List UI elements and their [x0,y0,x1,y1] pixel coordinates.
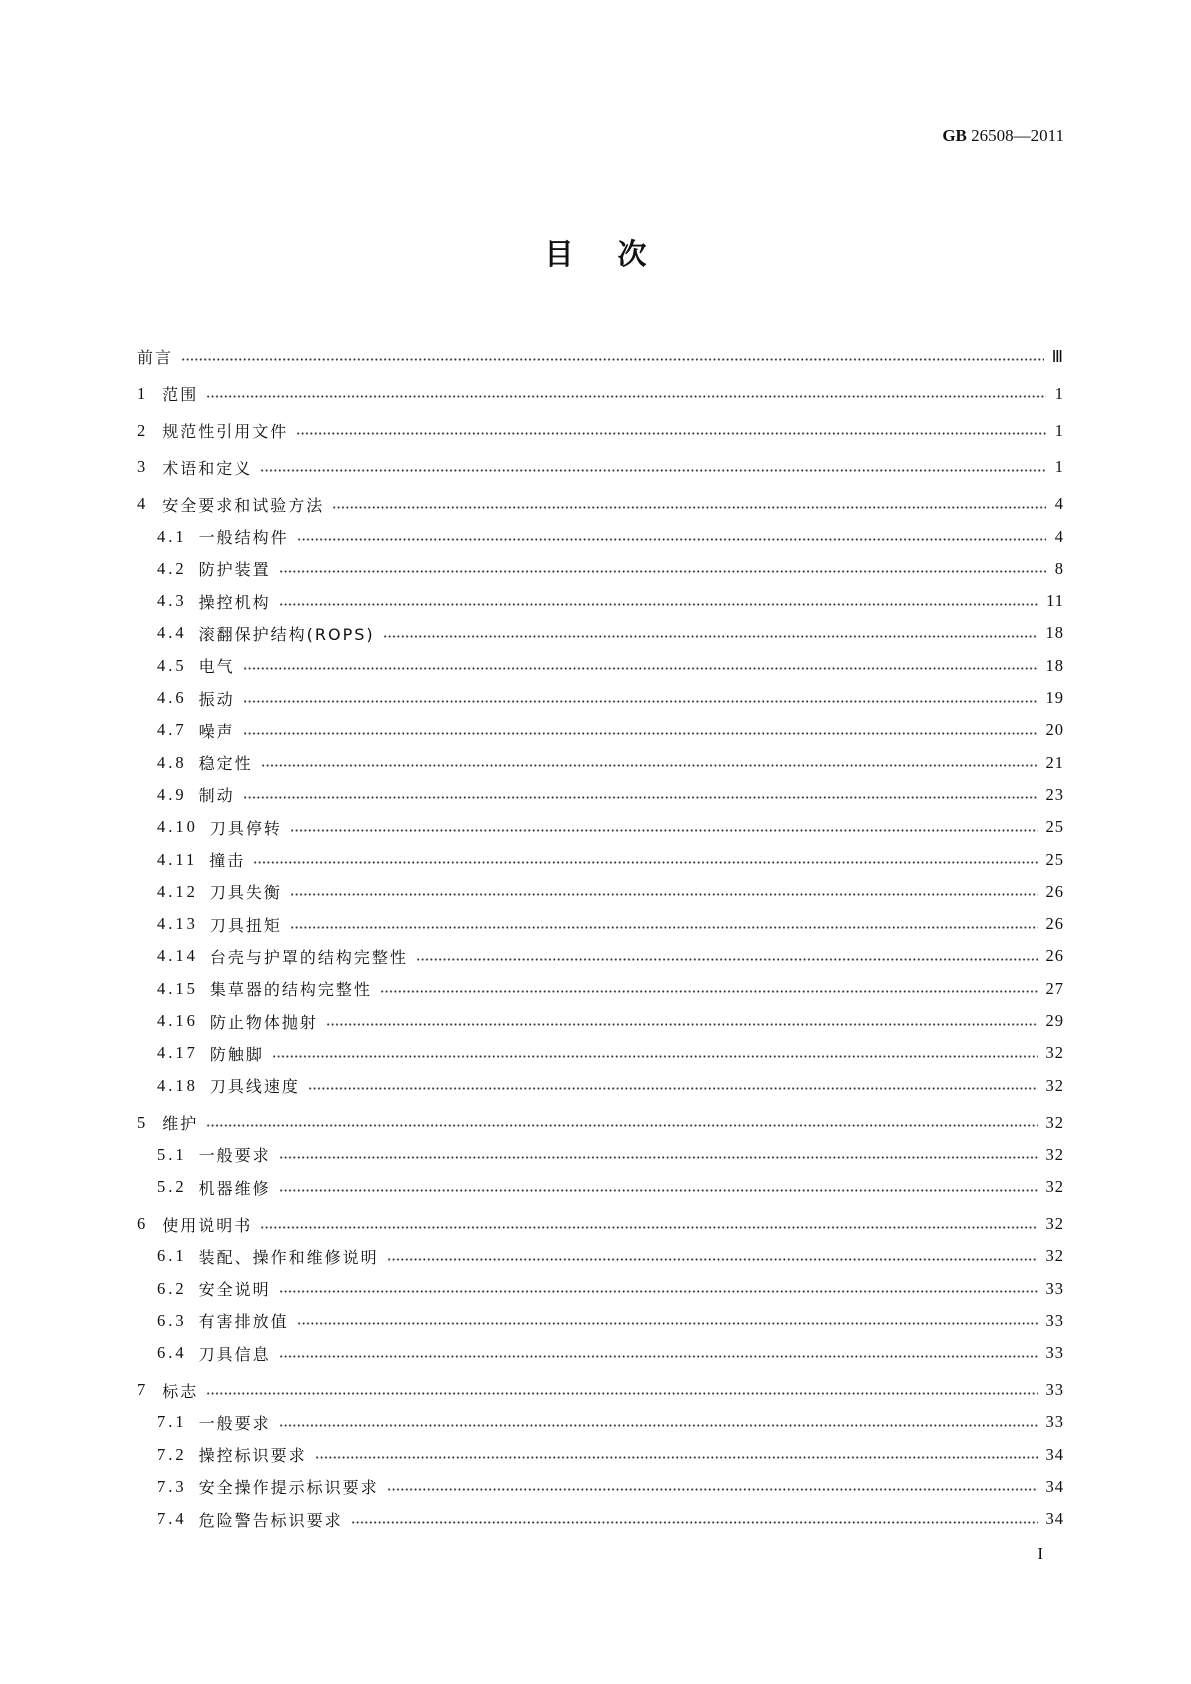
toc-entry-number: 4.2 [157,558,187,578]
toc-entry-page: 26 [1045,914,1064,934]
toc-entry[interactable] [137,1503,1064,1535]
toc-entry-number: 4.14 [157,946,198,966]
dot-leader [290,926,1038,929]
toc-entry-number: 6.3 [157,1310,187,1330]
toc-entry-label: 安全要求和试验方法 [162,495,325,515]
toc-entry-number: 6.1 [157,1246,187,1266]
toc-entry-label: 防护装置 [198,560,271,580]
toc-entry-number: 5.2 [157,1177,187,1197]
standard-number: 26508—2011 [971,126,1064,145]
dot-leader [290,829,1038,832]
toc-entry[interactable] [137,1208,1064,1240]
dot-leader [308,1087,1038,1090]
dot-leader [380,990,1038,993]
dot-leader [279,1290,1038,1293]
toc-entry[interactable] [137,451,1064,483]
dot-leader [279,1355,1038,1358]
dot-leader [296,432,1046,435]
toc-entry[interactable] [137,520,1064,552]
toc-entry-label: 稳定性 [198,754,253,774]
toc-entry-label: 操控机构 [198,592,271,612]
toc-entry-page: 34 [1045,1509,1064,1529]
toc-entry[interactable] [137,1037,1064,1069]
dot-leader [387,1258,1038,1261]
toc-entry[interactable] [137,1240,1064,1272]
toc-entry-page: 4 [1054,494,1064,514]
toc-entry-number: 1 [137,383,149,403]
toc-entry-number: 6 [137,1214,149,1234]
toc-entry-page: 32 [1045,1075,1064,1095]
toc-entry[interactable] [137,1305,1064,1337]
toc-entry-label: 机器维修 [198,1178,271,1198]
dot-leader [260,1226,1037,1229]
dot-leader [387,1488,1038,1491]
title-char-2: 次 [617,237,647,271]
toc-entry[interactable] [137,1005,1064,1037]
dot-leader [279,1424,1038,1427]
toc-entry-number: 7.4 [157,1509,187,1529]
toc-entry-page: 33 [1045,1380,1064,1400]
toc-entry-number: 4.6 [157,688,187,708]
toc-entry[interactable] [137,1471,1064,1503]
toc-entry-number: 4.18 [157,1075,198,1095]
toc-entry-page: 25 [1045,817,1064,837]
toc-entry-page: 26 [1045,881,1064,901]
toc-entry-page: 32 [1045,1214,1064,1234]
toc-entry-label: 撞击 [209,851,246,871]
dot-leader [297,538,1046,541]
toc-entry[interactable] [137,1106,1064,1138]
dot-leader [243,700,1038,703]
toc-entry-label: 噪声 [198,721,235,741]
toc-entry-label: 危险警告标识要求 [198,1510,343,1530]
dot-leader [206,395,1046,398]
toc-entry-label: 术语和定义 [162,458,253,478]
toc-entry-label: 刀具信息 [198,1344,271,1364]
toc-entry-number: 4.17 [157,1043,198,1063]
toc-entry[interactable] [137,843,1064,875]
toc-entry-number: 2 [137,420,149,440]
toc-entry-label: 规范性引用文件 [162,422,289,442]
toc-entry-number: 4.5 [157,655,187,675]
toc-entry-page: 33 [1045,1343,1064,1363]
toc-entry-label: 防止物体抛射 [209,1012,318,1032]
toc-entry-number: 4.16 [157,1011,198,1031]
toc-entry[interactable] [137,1070,1064,1102]
toc-entry-page: Ⅲ [1051,346,1064,366]
toc-entry[interactable] [137,1439,1064,1471]
toc-entry[interactable] [137,973,1064,1005]
toc-entry-label: 安全操作提示标识要求 [198,1478,379,1498]
dot-leader [206,1392,1037,1395]
dot-leader [243,796,1038,799]
toc-entry-page: 26 [1045,946,1064,966]
toc-entry-number: 7.2 [157,1444,187,1464]
dot-leader [290,893,1038,896]
title-char-1: 目 [544,237,574,271]
toc-entry[interactable] [137,1171,1064,1203]
dot-leader [326,1023,1038,1026]
toc-entry-label: 制动 [198,786,235,806]
toc-entry-label: 台壳与护罩的结构完整性 [209,947,408,967]
page-title [0,232,1191,273]
toc-entry-label: 使用说明书 [162,1215,253,1235]
table-of-contents [137,336,1064,1535]
toc-entry-number: 7.3 [157,1476,187,1496]
toc-entry-page: 32 [1045,1043,1064,1063]
toc-entry[interactable] [137,1139,1064,1171]
toc-entry[interactable] [137,617,1064,649]
toc-entry-label: 一般要求 [198,1413,271,1433]
toc-entry[interactable] [137,585,1064,617]
toc-entry-page: 33 [1045,1412,1064,1432]
dot-leader [260,469,1046,472]
dot-leader [279,603,1038,606]
dot-leader [279,1189,1038,1192]
toc-entry-page: 33 [1045,1310,1064,1330]
toc-entry-label: 前言 [137,348,174,368]
toc-entry-label: 一般结构件 [198,528,289,548]
toc-entry[interactable] [137,1374,1064,1406]
toc-entry-page: 1 [1054,457,1064,477]
toc-entry-number: 4.10 [157,817,198,837]
toc-entry[interactable] [137,414,1064,446]
toc-entry-number: 4.7 [157,720,187,740]
toc-entry-number: 4.12 [157,881,198,901]
toc-entry-label: 范围 [162,385,199,405]
toc-entry-page: 27 [1045,978,1064,998]
standard-prefix: GB [942,126,967,145]
dot-leader [243,667,1038,670]
toc-entry-label: 维护 [162,1114,199,1134]
toc-entry-number: 4.11 [157,849,198,869]
toc-entry-page: 11 [1046,591,1064,611]
toc-entry-number: 4.3 [157,591,187,611]
toc-entry[interactable] [137,811,1064,843]
toc-entry-page: 33 [1045,1278,1064,1298]
toc-entry-number: 5.1 [157,1144,187,1164]
toc-entry[interactable] [137,553,1064,585]
toc-entry-page: 18 [1045,623,1064,643]
toc-entry-page: 20 [1045,720,1064,740]
toc-entry[interactable] [137,908,1064,940]
toc-entry-page: 32 [1045,1112,1064,1132]
toc-entry-page: 8 [1054,558,1064,578]
toc-entry-number: 4.1 [157,526,187,546]
dot-leader [297,1322,1038,1325]
toc-entry-number: 6.2 [157,1278,187,1298]
toc-entry-label: 刀具扭矩 [209,915,282,935]
toc-entry-label: 一般要求 [198,1146,271,1166]
dot-leader [383,635,1038,638]
toc-entry-page: 1 [1054,383,1064,403]
toc-entry-label: 操控标识要求 [198,1446,307,1466]
toc-entry[interactable] [137,1272,1064,1304]
toc-entry[interactable] [137,714,1064,746]
toc-entry-page: 29 [1045,1011,1064,1031]
toc-entry-number: 5 [137,1112,149,1132]
toc-entry-page: 4 [1054,526,1064,546]
dot-leader [416,958,1038,961]
dot-leader [206,1124,1037,1127]
toc-entry-number: 7.1 [157,1412,187,1432]
toc-entry-page: 34 [1045,1476,1064,1496]
dot-leader [279,570,1046,573]
toc-entry[interactable] [137,1337,1064,1369]
toc-entry-page: 32 [1045,1177,1064,1197]
toc-entry-number: 4.13 [157,914,198,934]
toc-entry-number: 4.15 [157,978,198,998]
toc-entry-page: 21 [1045,752,1064,772]
toc-entry-page: 19 [1045,688,1064,708]
toc-entry-page: 25 [1045,849,1064,869]
toc-entry[interactable] [137,488,1064,520]
dot-leader [332,506,1046,509]
standard-code [942,126,1064,146]
toc-entry-page: 32 [1045,1246,1064,1266]
toc-entry-label: 标志 [162,1381,199,1401]
dot-leader [181,358,1044,361]
dot-leader [261,764,1038,767]
toc-entry[interactable] [137,779,1064,811]
toc-entry-label: 电气 [198,657,235,677]
toc-entry-label: 安全说明 [198,1280,271,1300]
toc-entry-label: 滚翻保护结构(ROPS) [198,624,375,644]
toc-entry-label: 振动 [198,689,235,709]
toc-entry-number: 4.4 [157,623,187,643]
toc-entry-number: 7 [137,1380,149,1400]
toc-entry-page: 23 [1045,784,1064,804]
toc-entry[interactable] [137,650,1064,682]
dot-leader [253,861,1037,864]
toc-entry-number: 3 [137,457,149,477]
dot-leader [243,732,1038,735]
toc-entry-label: 集草器的结构完整性 [209,980,372,1000]
toc-entry-label: 有害排放值 [198,1312,289,1332]
toc-entry-page: 32 [1045,1144,1064,1164]
toc-entry[interactable] [137,876,1064,908]
toc-entry-label: 刀具失衡 [209,883,282,903]
toc-entry-page: 34 [1045,1444,1064,1464]
page-number: I [1037,1544,1043,1563]
toc-entry[interactable] [137,682,1064,714]
toc-entry[interactable] [137,747,1064,779]
toc-entry-number: 4.8 [157,752,187,772]
toc-entry-label: 刀具线速度 [209,1077,300,1097]
dot-leader [279,1156,1038,1159]
toc-entry-label: 刀具停转 [209,818,282,838]
dot-leader [272,1055,1038,1058]
toc-entry[interactable] [137,377,1064,409]
toc-entry-number: 4.9 [157,784,187,804]
dot-leader [351,1521,1038,1524]
toc-entry-label: 防触脚 [209,1044,264,1064]
dot-leader [315,1456,1038,1459]
toc-entry-number: 6.4 [157,1343,187,1363]
toc-entry-label: 装配、操作和维修说明 [198,1247,379,1267]
toc-entry-number: 4 [137,494,149,514]
toc-entry[interactable] [137,1406,1064,1438]
toc-entry-page: 18 [1045,655,1064,675]
toc-entry-page: 1 [1054,420,1064,440]
toc-entry[interactable] [137,341,1064,373]
toc-entry[interactable] [137,940,1064,972]
